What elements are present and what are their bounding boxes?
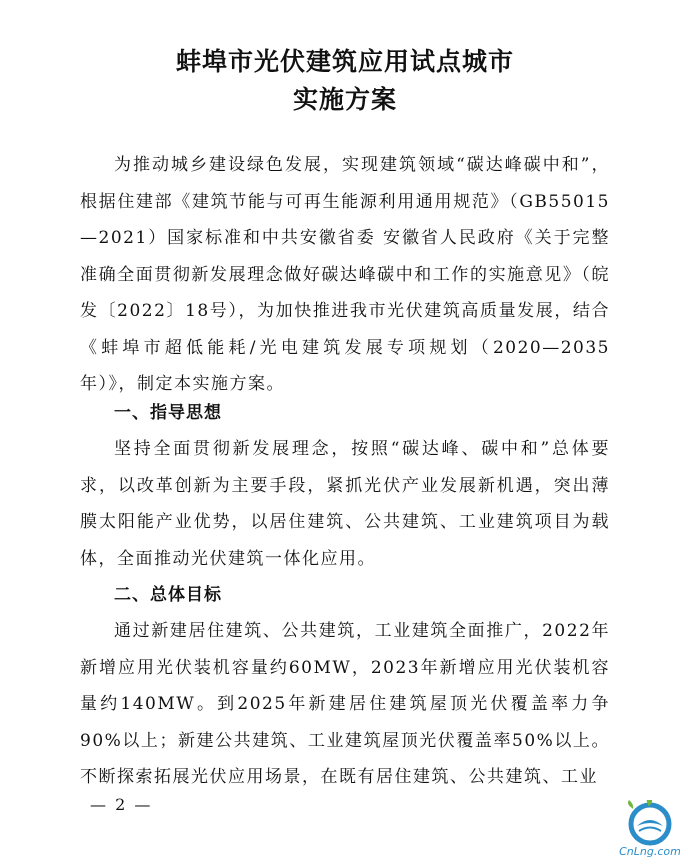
logo-text: CnLng.com [619,845,681,858]
logo-ring [631,805,669,843]
document-title-line1: 蚌埠市光伏建筑应用试点城市 [175,47,514,76]
overall-goals-paragraph: 通过新建居住建筑、公共建筑，工业建筑全面推广，2022年新增应用光伏装机容量约60MW，2023年新增应用光伏装机容量约140MW。到2025年新建居住建筑屋顶光伏覆盖率力争90%以上；新建公共建筑、工业建筑屋顶光伏覆盖率50%以上。不断探索拓展光伏应用场景，在既有居住建筑、公共建筑、工业 [80,621,610,787]
page-number: — 2 — [90,795,153,814]
document-title-line2: 实施方案 [292,85,397,114]
logo-wave-2 [639,828,661,832]
logo-leaf-2 [628,800,633,809]
cnlng-logo-icon [612,800,688,858]
guiding-ideology-paragraph: 坚持全面贯彻新发展理念，按照“碳达峰、碳中和”总体要求，以改革创新为主要手段，紧抓光伏产业发展新机遇，突出薄膜太阳能产业优势，以居住建筑、公共建筑、工业建筑项目为载体，全面推动光伏建筑一体化应用。 [80,439,610,569]
watermark-logo [612,800,688,858]
intro-paragraph: 为推动城乡建设绿色发展，实现建筑领域“碳达峰碳中和”，根据住建部《建筑节能与可再生能源利用通用规范》（GB55015—2021）国家标准和中共安徽省委 安徽省人民政府《关于完整准确全面贯彻新发展理念做好碳达峰碳中和工作的实施意见》（皖发〔2022〕18号），为加快推进我市光伏建筑高质量发展，结合《蚌埠市超低能耗/光电建筑发展专项规划（2020—2035年）》，制定本实施方案。 [80,155,610,394]
section-heading-overall-goals: 二、总体目标 [114,585,222,605]
section-heading-guiding-ideology: 一、指导思想 [114,403,222,423]
logo-wave [637,820,663,826]
